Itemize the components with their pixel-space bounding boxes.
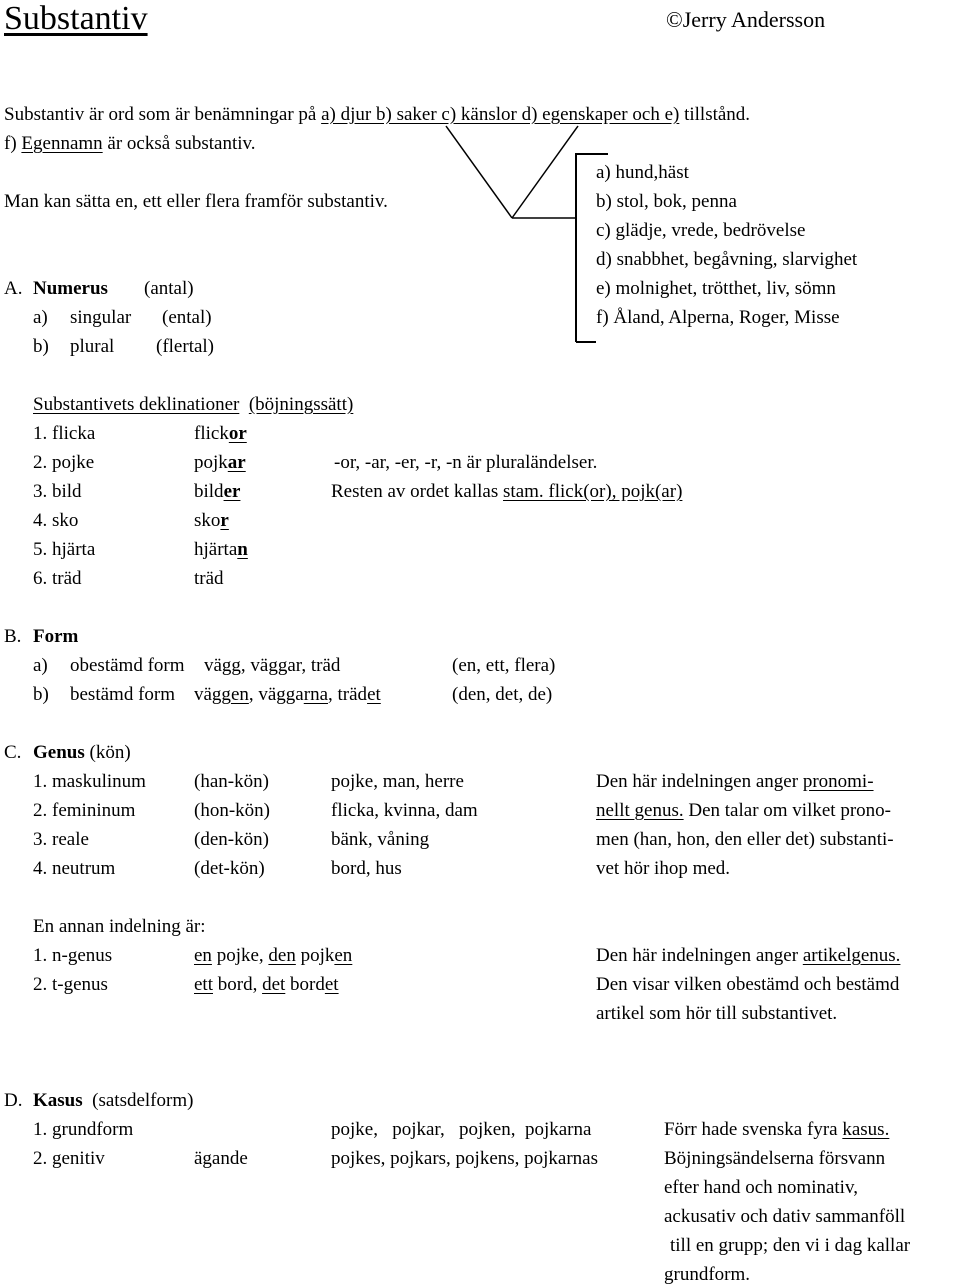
example-d: d) snabbhet, begåvning, slarvighet [596, 249, 858, 270]
copyright: ©Jerry Andersson [666, 7, 826, 32]
intro-line-3: Man kan sätta en, ett eller flera framför substantiv. [4, 191, 388, 212]
other-note-3: artikel som hör till substantivet. [596, 1003, 838, 1024]
numerus-letter: A. [4, 278, 23, 299]
kasus-row-meaning: ägande [194, 1148, 248, 1169]
declension-row-plural: träd [194, 568, 224, 589]
example-b: b) stol, bok, penna [596, 191, 737, 212]
genus-row-term: 3. reale [33, 829, 89, 850]
kasus-note-6: grundform. [664, 1264, 751, 1285]
numerus-paren: (antal) [144, 278, 194, 299]
declension-heading: Substantivets deklinationer (böjningssätt) [33, 394, 354, 415]
other-note-2: Den visar vilken obestämd och bestämd [596, 974, 900, 995]
declension-note-endings: -or, -ar, -er, -r, -n är pluraländelser. [334, 452, 598, 473]
numerus-b-term: plural [70, 336, 115, 357]
other-heading: En annan indelning är: [33, 916, 206, 937]
numerus-a-label: a) [33, 307, 48, 328]
genus-row-kon: (den-kön) [194, 829, 269, 850]
example-a: a) hund,häst [596, 162, 689, 183]
other-row-term: 1. n-genus [33, 945, 113, 966]
numerus-a-paren: (ental) [162, 307, 212, 328]
genus-row-ex: bord, hus [331, 858, 402, 879]
kasus-row-term: 2. genitiv [33, 1148, 105, 1169]
genus-note-1: Den här indelningen anger pronomi- [596, 771, 874, 792]
genus-row-term: 2. femininum [33, 800, 136, 821]
numerus-a-term: singular [70, 307, 132, 328]
declension-row-plural: bilder [194, 481, 241, 502]
form-heading: Form [33, 626, 79, 647]
genus-row-term: 4. neutrum [33, 858, 116, 879]
declension-row-plural: pojkar [194, 452, 246, 473]
declension-row-plural: hjärtan [194, 539, 248, 560]
declension-row-num: 3. bild [33, 481, 82, 502]
kasus-note-1: Förr hade svenska fyra kasus. [664, 1119, 890, 1140]
form-b-examples: väggen, väggarna, trädet [194, 684, 381, 705]
declension-row-num: 2. pojke [33, 452, 95, 473]
genus-row-kon: (han-kön) [194, 771, 269, 792]
declension-row-num: 1. flicka [33, 423, 96, 444]
other-note-1: Den här indelningen anger artikelgenus. [596, 945, 901, 966]
page-title: Substantiv [4, 0, 148, 37]
kasus-row-ex: pojkes, pojkars, pojkens, pojkarnas [331, 1148, 599, 1169]
form-b-term: bestämd form [70, 684, 176, 705]
form-b-articles: (den, det, de) [452, 684, 553, 705]
genus-row-kon: (hon-kön) [194, 800, 270, 821]
genus-letter: C. [4, 742, 22, 763]
form-a-label: a) [33, 655, 48, 676]
form-a-term: obestämd form [70, 655, 185, 676]
form-a-examples: vägg, väggar, träd [204, 655, 341, 676]
form-a-articles: (en, ett, flera) [452, 655, 556, 676]
example-e: e) molnighet, trötthet, liv, sömn [596, 278, 836, 299]
numerus-heading: Numerus [33, 278, 108, 299]
genus-row-ex: pojke, man, herre [331, 771, 464, 792]
kasus-note-3: efter hand och nominativ, [664, 1177, 858, 1198]
intro-line-2: f) Egennamn är också substantiv. [4, 133, 256, 154]
genus-note-4: vet hör ihop med. [596, 858, 731, 879]
kasus-heading: Kasus (satsdelform) [33, 1090, 194, 1111]
genus-row-ex: bänk, våning [331, 829, 430, 850]
declension-row-num: 4. sko [33, 510, 79, 531]
declension-row-plural: flickor [194, 423, 247, 444]
example-c: c) glädje, vrede, bedrövelse [596, 220, 806, 241]
kasus-letter: D. [4, 1090, 23, 1111]
genus-heading: Genus (kön) [33, 742, 131, 763]
kasus-note-2: Böjningsändelserna försvann [664, 1148, 886, 1169]
form-b-label: b) [33, 684, 49, 705]
intro-line-1: Substantiv är ord som är benämningar på a) djur b) saker c) känslor d) egenskaper och e) tillstånd. [4, 104, 751, 125]
kasus-note-5: till en grupp; den vi i dag kallar [670, 1235, 911, 1256]
genus-row-term: 1. maskulinum [33, 771, 146, 792]
declension-row-num: 5. hjärta [33, 539, 96, 560]
declension-row-num: 6. träd [33, 568, 82, 589]
kasus-row-ex: pojke, pojkar, pojken, pojkarna [331, 1119, 592, 1140]
declension-note-stem: Resten av ordet kallas stam. flick(or), pojk(ar) [331, 481, 683, 502]
numerus-b-paren: (flertal) [156, 336, 215, 357]
other-row-ex: en pojke, den pojken [194, 945, 353, 966]
kasus-note-4: ackusativ och dativ sammanföll [664, 1206, 906, 1227]
genus-row-ex: flicka, kvinna, dam [331, 800, 478, 821]
other-row-ex: ett bord, det bordet [194, 974, 339, 995]
genus-note-3: men (han, hon, den eller det) substanti- [596, 829, 894, 850]
genus-row-kon: (det-kön) [194, 858, 265, 879]
numerus-b-label: b) [33, 336, 49, 357]
declension-row-plural: skor [194, 510, 229, 531]
other-row-term: 2. t-genus [33, 974, 108, 995]
example-f: f) Åland, Alperna, Roger, Misse [596, 307, 840, 328]
form-letter: B. [4, 626, 22, 647]
genus-note-2: nellt genus. Den talar om vilket prono- [596, 800, 891, 821]
kasus-row-term: 1. grundform [33, 1119, 134, 1140]
